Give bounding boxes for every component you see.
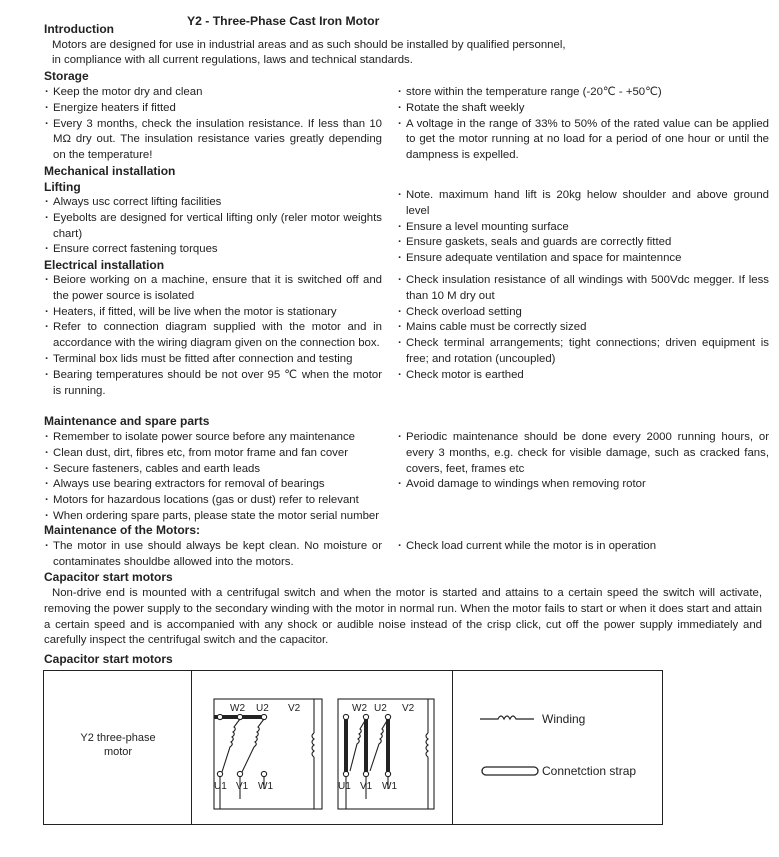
list-item: · Periodic maintenance should be done every 2000 running hours, or every 3 months, e.g. check for visible damage, such as cracked fans, covers, feet, frames etc [397, 430, 769, 477]
list-item: · Check motor is earthed [397, 368, 769, 384]
winding-coil [350, 719, 366, 771]
list-item: · Avoid damage to windings when removing rotor [397, 477, 769, 493]
storage-heading: Storage [44, 69, 89, 83]
terminal-label-bottom: V1 [236, 781, 249, 792]
connection-diagram [43, 670, 663, 825]
motors-right-list [397, 539, 769, 555]
list-item: · Every 3 months, check the insulation resistance. If less than 10 MΩ dry out. The insulation resistance varies greatly depending on the temperature! [44, 117, 382, 164]
motors-maintenance-heading: Maintenance of the Motors: [44, 523, 201, 537]
document-title: Y2 - Three-Phase Cast Iron Motor [187, 14, 380, 28]
list-item: · Check overload setting [397, 305, 769, 321]
terminal-label-bottom: U1 [338, 781, 351, 792]
storage-left-list [44, 85, 382, 164]
terminal [363, 771, 368, 776]
list-item: · store within the temperature range (-20℃ - +50℃) [397, 85, 769, 101]
list-item: · Check terminal arrangements; tight connections; driven equipment is free; and rotation (uncoupled) [397, 336, 769, 368]
terminal [385, 714, 390, 719]
winding-coil [426, 733, 428, 757]
list-item: · Check load current while the motor is in operation [397, 539, 769, 555]
list-item: · Secure fasteners, cables and earth leads [44, 462, 382, 478]
mechanical-heading: Mechanical installation [44, 164, 176, 178]
motor-label-line-1: Y2 three-phase [80, 732, 156, 744]
wiring-diagram [192, 671, 452, 824]
introduction-line-1: Motors are designed for use in industrial areas and as such should be installed by qualified personnel, [52, 39, 566, 51]
lifting-left-list [44, 195, 382, 258]
introduction-line-2: in compliance with all current regulations, laws and technical standards. [52, 54, 413, 66]
list-item: · Ensure adequate ventilation and space for maintennce [397, 251, 769, 267]
electrical-right-list [397, 273, 769, 384]
terminal-label-top: V2 [288, 703, 301, 714]
terminal [363, 714, 368, 719]
terminal [385, 771, 390, 776]
diagram-heading: Capacitor start motors [44, 652, 173, 666]
terminal [237, 771, 242, 776]
introduction-heading: Introduction [44, 22, 114, 36]
list-item: · Beiore working on a machine, ensure that it is switched off and the power source is isolated [44, 273, 382, 305]
list-item: · Check insulation resistance of all windings with 500Vdc megger. If less than 10 M dry out [397, 273, 769, 305]
divider [452, 671, 453, 824]
winding-coil [222, 719, 240, 772]
winding-coil [242, 719, 264, 772]
list-item: · Bearing temperatures should be not over 95 ℃ when the motor is running. [44, 368, 382, 400]
terminal-label-top: W2 [352, 703, 367, 714]
list-item: · Always usc correct lifting facilities [44, 195, 382, 211]
list-item: · Always use bearing extractors for removal of bearings [44, 477, 382, 493]
terminal-label-bottom: U1 [214, 781, 227, 792]
list-item: · Refer to connection diagram supplied with the motor and in accordance with the wiring diagram given on the connection box. [44, 320, 382, 352]
list-item: · Rotate the shaft weekly [397, 101, 769, 117]
list-item: · Ensure a level mounting surface [397, 220, 769, 236]
list-item: · Remember to isolate power source before any maintenance [44, 430, 382, 446]
list-item: · A voltage in the range of 33% to 50% of the rated value can be applied to get the motor running at no load for a period of one hour or until the dampness is expelled. [397, 117, 769, 164]
capacitor-paragraph: Non-drive end is mounted with a centrifugal switch and when the motor is started and attains to a certain speed the switch will activate, removing the power supply to the secondary winding with the motor in normal run. When the motor fails to start or when it does start and attain a certain speed and is accompanied with any shock or audible noise instead of the crisp click, cut off the power supply immediately and carefully inspect the centrifugal switch and the capacitor. [44, 587, 762, 647]
capacitor-heading: Capacitor start motors [44, 570, 173, 584]
winding-legend-icon [478, 711, 538, 725]
winding-coil [370, 719, 388, 771]
list-item: · Clean dust, dirt, fibres etc, from motor frame and fan cover [44, 446, 382, 462]
electrical-left-list [44, 273, 382, 399]
storage-right-list [397, 85, 769, 164]
list-item: · Heaters, if fitted, will be live when the motor is stationary [44, 305, 382, 321]
terminal-label-bottom: V1 [360, 781, 373, 792]
list-item: · Motors for hazardous locations (gas or dust) refer to relevant [44, 493, 382, 509]
list-item: · Mains cable must be correctly sized [397, 320, 769, 336]
list-item: · The motor in use should always be kept clean. No moisture or contaminates shouldbe allowed into the motors. [44, 539, 382, 571]
terminal-label-bottom: W1 [258, 781, 273, 792]
motor-label-line-2: motor [103, 746, 133, 758]
terminal-label-top: W2 [230, 703, 245, 714]
list-item: · When ordering spare parts, please state the motor serial number [44, 509, 382, 525]
terminal-label-top: U2 [256, 703, 269, 714]
list-item: · Ensure gaskets, seals and guards are correctly fitted [397, 235, 769, 251]
terminal-label-bottom: W1 [382, 781, 397, 792]
lifting-heading: Lifting [44, 180, 81, 194]
terminal [261, 771, 266, 776]
list-item: · Energize heaters if fitted [44, 101, 382, 117]
list-item: · Eyebolts are designed for vertical lifting only (reler motor weights chart) [44, 211, 382, 243]
maintenance-heading: Maintenance and spare parts [44, 414, 210, 428]
terminal [343, 771, 348, 776]
electrical-heading: Electrical installation [44, 258, 165, 272]
strap-legend-label: Connetction strap [542, 764, 637, 778]
maintenance-right-list [397, 430, 769, 493]
terminal [261, 714, 266, 719]
motors-left-list [44, 539, 382, 571]
terminal [217, 771, 222, 776]
terminal [237, 714, 242, 719]
list-item: · Note. maximum hand lift is 20kg helow shoulder and above ground level [397, 188, 769, 220]
terminal-label-top: U2 [374, 703, 387, 714]
list-item: · Ensure correct fastening torques [44, 242, 382, 258]
terminal [217, 714, 222, 719]
list-item: · Terminal box lids must be fitted after connection and testing [44, 352, 382, 368]
terminal [343, 714, 348, 719]
winding-coil [312, 733, 314, 757]
terminal-label-top: V2 [402, 703, 415, 714]
lifting-right-list [397, 188, 769, 267]
strap-legend-icon [480, 764, 540, 778]
motor-label [44, 731, 192, 759]
winding-legend-label: Winding [542, 712, 586, 726]
list-item: · Keep the motor dry and clean [44, 85, 382, 101]
maintenance-left-list [44, 430, 382, 525]
